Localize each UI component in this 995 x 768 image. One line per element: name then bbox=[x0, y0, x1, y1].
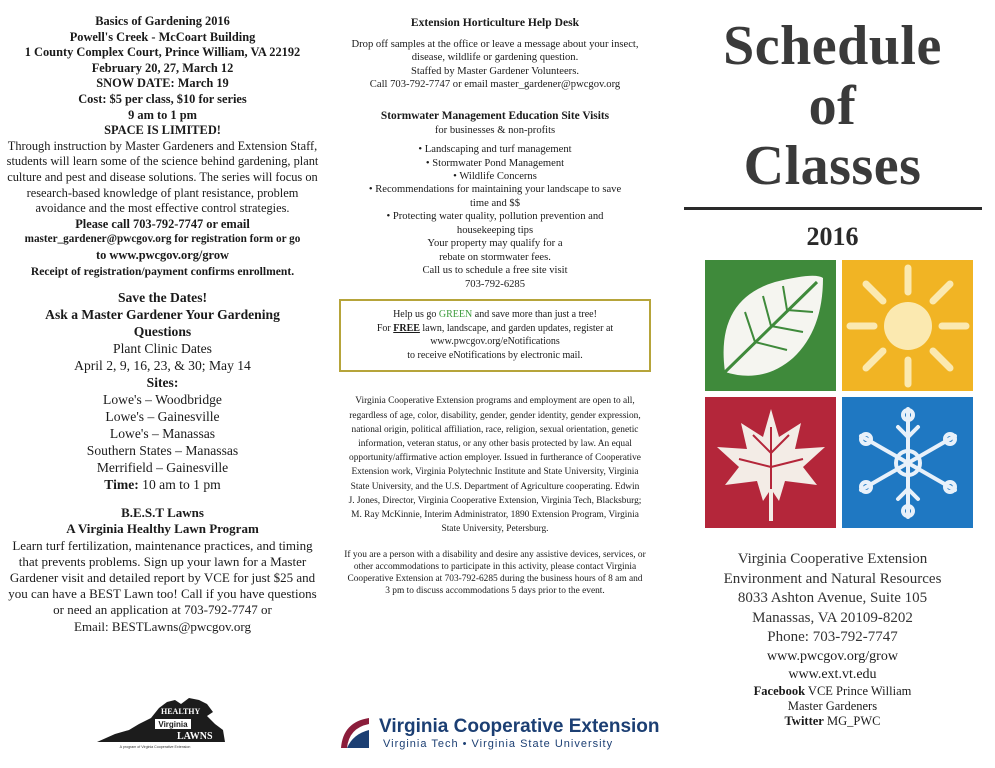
clinic-time bbox=[0, 476, 325, 493]
clinic-dates: April 2, 9, 16, 23, & 30; May 14 bbox=[74, 358, 251, 374]
web-link-grow[interactable]: www.pwcgov.org/grow bbox=[767, 648, 898, 664]
plant-clinic-label: Plant Clinic Dates bbox=[113, 341, 212, 357]
sun-icon bbox=[842, 260, 973, 391]
site-item: Lowe's – Gainesville bbox=[105, 409, 220, 425]
snowflake-icon bbox=[842, 397, 973, 528]
title-divider bbox=[684, 207, 982, 210]
class-time: 9 am to 1 pm bbox=[128, 107, 197, 122]
sites-label: Sites: bbox=[146, 375, 179, 391]
eeo-statement: Virginia Cooperative Extension programs and employment are open to all, regardless of age, color, disability, gender, gender identity, gender expression, national origin, political affiliation, race, religion, sexual orientation, genetic information, veteran status, or any other basis protected by law. An equal opportunity/affirmative action employer. Issued in furtherance of Cooperative Extension work, Virginia Polytechnic Institute and State University, Virginia State University, and the U.S. Department of Agriculture cooperating. Edwin J. Jones, Director, Virginia Cooperative Extension, Virginia Tech, Blacksburg; M. Ray McKinnie, Interim Administrator, 1890 Extension Program, Virginia State University, Petersburg. bbox=[348, 396, 642, 535]
facebook-line: Facebook VCE Prince William bbox=[753, 683, 912, 698]
winter-square bbox=[842, 397, 973, 528]
logo-caption: A program of Virginia Cooperative Extension bbox=[119, 745, 191, 749]
leaf-icon bbox=[705, 260, 836, 391]
org-contact bbox=[670, 550, 995, 729]
green-line-2: For FREE lawn, landscape, and garden updates, register at bbox=[376, 322, 614, 334]
list-item: • Landscaping and turf management bbox=[366, 143, 624, 156]
ask-heading: Ask a Master Gardener Your Gardening Questions bbox=[45, 307, 280, 340]
seasons-artwork bbox=[705, 260, 973, 528]
vce-universities: Virginia Tech • Virginia State University bbox=[383, 738, 614, 750]
space-limited: SPACE IS LIMITED! bbox=[104, 123, 221, 138]
disability-statement: If you are a person with a disability and desire any assistive devices, services, or other accommodations to participate in this activity, please contact Virginia Cooperative Extension at 703-792-6285 during the business hours of 8 am and 3 pm to discuss accommodations 5 days prior to the event. bbox=[344, 550, 646, 596]
title-line-3: Classes bbox=[743, 135, 922, 197]
left-panel bbox=[0, 0, 325, 768]
stormwater-list bbox=[330, 143, 660, 237]
maple-leaf-icon bbox=[705, 397, 836, 528]
autumn-square bbox=[705, 397, 836, 528]
call-line-2: master_gardener@pwcgov.org for registration form or go bbox=[24, 233, 301, 246]
best-lawns-title: B.E.S.T Lawns bbox=[121, 505, 204, 521]
help-desk-description: Drop off samples at the office or leave a message about your insect, disease, wildlife or gardening question. bbox=[351, 38, 639, 64]
basics-location: Powell's Creek - McCoart Building bbox=[69, 29, 256, 44]
list-item: • Wildlife Concerns bbox=[366, 170, 624, 183]
best-lawns-subtitle: A Virginia Healthy Lawn Program bbox=[66, 521, 259, 537]
logo-word-1: HEALTHY bbox=[161, 707, 201, 716]
best-lawns-description: Learn turf fertilization, maintenance practices, and timing that prevents problems. Sign up your lawn for a Master Gardener visit and detailed report by VCE for just $25 and you can have a BEST Lawn too! Call if you have questions or need an application at 703-792-7747 or bbox=[8, 537, 317, 618]
org-line: Manassas, VA 20109-8202 bbox=[752, 609, 913, 626]
receipt-note: Receipt of registration/payment confirms enrollment. bbox=[30, 264, 295, 278]
basics-dates: February 20, 27, March 12 bbox=[91, 60, 234, 75]
time-label: Time: bbox=[104, 477, 139, 493]
call-line-1: Please call 703-792-7747 or email bbox=[75, 216, 250, 231]
rebate-note: Your property may qualify for a rebate on stormwater fees. bbox=[427, 238, 563, 263]
staffed-note: Staffed by Master Gardener Volunteers. bbox=[411, 65, 579, 77]
org-line: Virginia Cooperative Extension bbox=[737, 551, 928, 567]
list-item: • Stormwater Pond Management bbox=[366, 157, 624, 170]
org-phone: Phone: 703-792-7747 bbox=[767, 629, 898, 645]
site-item: Lowe's – Manassas bbox=[109, 426, 216, 442]
help-desk-title: Extension Horticulture Help Desk bbox=[410, 16, 580, 29]
schedule-visit: Call us to schedule a free site visit bbox=[422, 265, 568, 277]
title-line-2: of bbox=[808, 75, 857, 137]
list-item: • Recommendations for maintaining your landscape to save time and $$ bbox=[366, 183, 624, 210]
green-line-4: to receive eNotifications by electronic mail. bbox=[407, 349, 583, 361]
logo-word-3: LAWNS bbox=[177, 731, 213, 742]
stormwater-subtitle: for businesses & non-profits bbox=[434, 124, 556, 136]
list-item: • Protecting water quality, pollution prevention and housekeeping tips bbox=[366, 210, 624, 237]
help-call: Call 703-792-7747 or email master_gardener@pwcgov.org bbox=[369, 79, 621, 91]
vce-swoosh-icon bbox=[341, 718, 369, 748]
green-notice-box bbox=[339, 299, 651, 372]
schedule-phone: 703-792-6285 bbox=[464, 278, 526, 290]
save-dates: Save the Dates! bbox=[117, 290, 208, 306]
snow-date: SNOW DATE: March 19 bbox=[96, 76, 229, 91]
logo-word-2: Virginia bbox=[158, 720, 188, 729]
virginia-state-logo-icon bbox=[95, 690, 230, 750]
title-line-1: Schedule bbox=[723, 15, 942, 77]
site-item: Merrifield – Gainesville bbox=[96, 460, 229, 476]
green-line-1: Help us go GREEN and save more than just a tree! bbox=[393, 309, 597, 321]
cover-title bbox=[670, 16, 995, 196]
cost: Cost: $5 per class, $10 for series bbox=[78, 91, 247, 106]
web-link-vt[interactable]: www.ext.vt.edu bbox=[788, 666, 877, 682]
basics-address: 1 County Complex Court, Prince William, VA 22192 bbox=[24, 45, 301, 60]
stormwater-title: Stormwater Management Education Site Visits bbox=[380, 109, 610, 122]
call-line-3: to www.pwcgov.org/grow bbox=[96, 247, 229, 262]
basics-description: Through instruction by Master Gardeners and Extension Staff, students will learn some of the science behind gardening, plant culture and pest and disease solutions. The series will focus on research-based knowledge of plant resistance, problem avoidance and the most effective control strategies. bbox=[6, 138, 319, 216]
middle-panel bbox=[330, 0, 660, 768]
time-value: 10 am to 1 pm bbox=[142, 477, 221, 493]
summer-square bbox=[842, 260, 973, 391]
basics-title: Basics of Gardening 2016 bbox=[95, 14, 230, 28]
org-line: Environment and Natural Resources bbox=[723, 570, 942, 587]
vce-logo bbox=[339, 712, 659, 752]
best-lawns-email: Email: BESTLawns@pwcgov.org bbox=[74, 618, 251, 634]
site-item: Southern States – Manassas bbox=[86, 443, 239, 459]
twitter-line: Twitter MG_PWC bbox=[784, 713, 881, 728]
vce-name: Virginia Cooperative Extension bbox=[379, 716, 659, 737]
spring-square bbox=[705, 260, 836, 391]
site-item: Lowe's – Woodbridge bbox=[103, 392, 222, 408]
enotifications-link[interactable]: www.pwcgov.org/eNotifications bbox=[430, 336, 560, 348]
org-line: 8033 Ashton Avenue, Suite 105 bbox=[737, 590, 928, 606]
facebook-line-2: Master Gardeners bbox=[787, 698, 878, 713]
year: 2016 bbox=[806, 222, 859, 251]
